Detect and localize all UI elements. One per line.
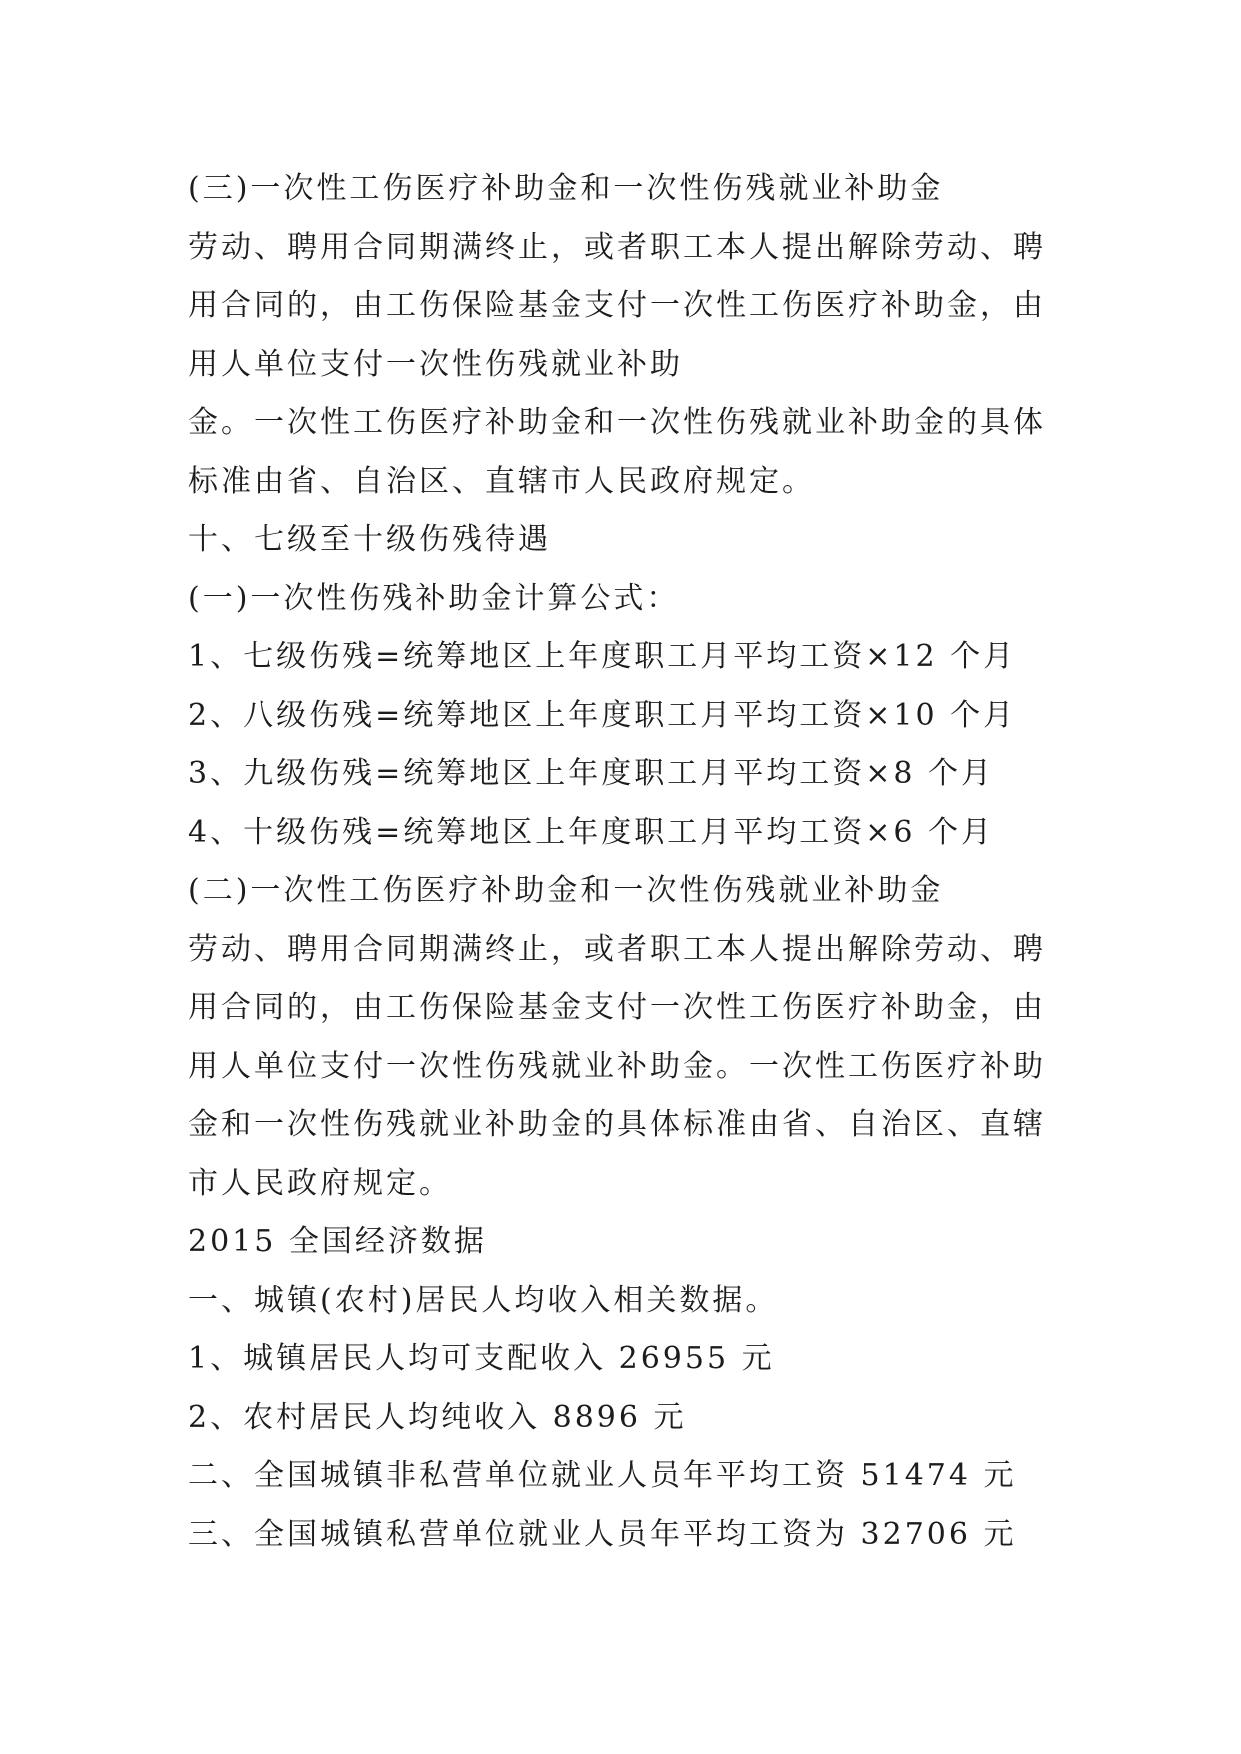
formula-line: 1、七级伤残=统筹地区上年度职工月平均工资×12 个月	[188, 639, 1017, 674]
text-line: 用合同的，由工伤保险基金支付一次性工伤医疗补助金，由	[188, 990, 1046, 1025]
text-line: 标准由省、自治区、直辖市人民政府规定。	[188, 463, 815, 499]
data-line: 二、全国城镇非私营单位就业人员年平均工资 51474 元	[188, 1458, 1017, 1493]
subsection-heading: (二)一次性工伤医疗补助金和一次性伤残就业补助金	[188, 873, 944, 908]
document-page	[188, 160, 1058, 1564]
text-line: 用合同的，由工伤保险基金支付一次性工伤医疗补助金，由	[188, 288, 1046, 323]
data-line: 2、农村居民人均纯收入 8896 元	[188, 1399, 687, 1435]
text-line: (三)一次性工伤医疗补助金和一次性伤残就业补助金	[188, 171, 944, 206]
text-line: 市人民政府规定。	[188, 1165, 452, 1201]
section-heading: 2015 全国经济数据	[188, 1224, 487, 1259]
text-line: 金和一次性伤残就业补助金的具体标准由省、自治区、直辖	[188, 1107, 1046, 1142]
text-line: 用人单位支付一次性伤残就业补助金。一次性工伤医疗补助	[188, 1048, 1046, 1084]
text-line: 金。一次性工伤医疗补助金和一次性伤残就业补助金的具体	[188, 405, 1046, 440]
subsection-heading: (一)一次性伤残补助金计算公式：	[188, 580, 680, 616]
data-line: 三、全国城镇私营单位就业人员年平均工资为 32706 元	[188, 1516, 1017, 1552]
text-line: 劳动、聘用合同期满终止，或者职工本人提出解除劳动、聘	[188, 931, 1046, 967]
text-line: 一、城镇(农村)居民人均收入相关数据。	[188, 1282, 779, 1318]
formula-line: 3、九级伤残=统筹地区上年度职工月平均工资×8 个月	[188, 756, 994, 791]
section-heading: 十、七级至十级伤残待遇	[188, 522, 551, 557]
data-line: 1、城镇居民人均可支配收入 26955 元	[188, 1341, 775, 1376]
text-line: 用人单位支付一次性伤残就业补助	[188, 346, 683, 382]
text-line: 劳动、聘用合同期满终止，或者职工本人提出解除劳动、聘	[188, 229, 1046, 265]
formula-line: 4、十级伤残=统筹地区上年度职工月平均工资×6 个月	[188, 814, 994, 850]
formula-line: 2、八级伤残=统筹地区上年度职工月平均工资×10 个月	[188, 697, 1017, 733]
